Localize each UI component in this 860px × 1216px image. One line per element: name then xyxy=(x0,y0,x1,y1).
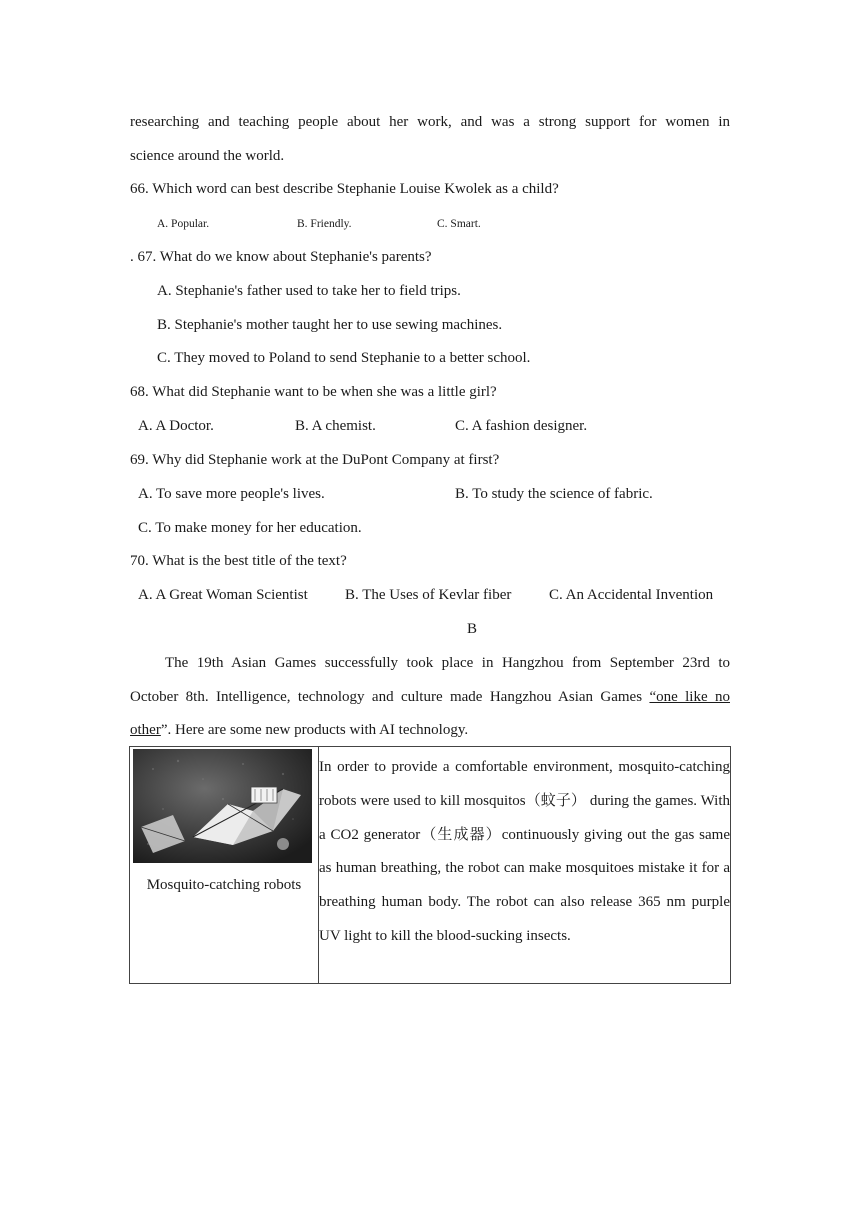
question-66-option-b: B. Friendly. xyxy=(297,218,352,230)
question-69-option-a: A. To save more people's lives. xyxy=(138,486,325,502)
section-b-paragraph-line xyxy=(130,720,468,740)
question-67-stem: . 67. What do we know about Stephanie's parents? xyxy=(130,249,432,265)
question-68-option-b: B. A chemist. xyxy=(295,418,376,434)
question-70-stem: 70. What is the best title of the text? xyxy=(130,553,347,569)
product-table xyxy=(129,746,731,984)
question-70-option-b: B. The Uses of Kevlar fiber xyxy=(345,587,512,603)
question-69-option-c: C. To make money for her education. xyxy=(138,520,362,536)
section-heading: B xyxy=(467,621,478,637)
paragraph-text: October 8th. Intelligence, technology and culture made Hangzhou Asian Games xyxy=(130,689,650,705)
question-68-option-c: C. A fashion designer. xyxy=(455,418,588,434)
passage-line: researching and teaching people about her work, and was a strong support for women in xyxy=(130,114,730,130)
section-b-paragraph-line xyxy=(130,687,730,707)
question-68-stem: 68. What did Stephanie want to be when she was a little girl? xyxy=(130,384,497,400)
passage-line: science around the world. xyxy=(130,148,285,164)
question-67-option-a: A. Stephanie's father used to take her to field trips. xyxy=(157,283,461,299)
question-70-option-a: A. A Great Woman Scientist xyxy=(138,587,308,603)
question-69-stem: 69. Why did Stephanie work at the DuPont Company at first? xyxy=(130,452,500,468)
product-image-cell xyxy=(130,747,319,984)
question-67-option-c: C. They moved to Poland to send Stephanie to a better school. xyxy=(157,350,531,366)
product-description: In order to provide a comfortable environment, mosquito-catching robots were used to kill mosquitos（蚊子） during the games. With a CO2 generator（生成器）continuously giving out the gas same as human breathing, the robot can make mosquitoes mistake it for a breathing human body. The robot can also release 365 nm purple UV light to kill the blood-sucking insects. xyxy=(319,759,730,944)
question-66-option-c: C. Smart. xyxy=(437,218,481,230)
question-69-option-b: B. To study the science of fabric. xyxy=(455,486,653,502)
mosquito-robot-photo xyxy=(133,749,312,863)
product-caption: Mosquito-catching robots xyxy=(146,877,302,893)
question-68-option-a: A. A Doctor. xyxy=(138,418,214,434)
question-70-option-c: C. An Accidental Invention xyxy=(549,587,714,603)
question-67-option-b: B. Stephanie's mother taught her to use sewing machines. xyxy=(157,317,503,333)
underlined-phrase: other xyxy=(130,722,161,738)
section-b-paragraph-line: The 19th Asian Games successfully took place in Hangzhou from September 23rd to xyxy=(165,655,730,671)
underlined-phrase: “one like no xyxy=(649,689,730,705)
question-66-stem: 66. Which word can best describe Stephanie Louise Kwolek as a child? xyxy=(130,181,559,197)
product-description-cell xyxy=(319,747,731,984)
question-66-option-a: A. Popular. xyxy=(157,218,210,230)
paragraph-text: ”. Here are some new products with AI technology. xyxy=(160,722,469,738)
